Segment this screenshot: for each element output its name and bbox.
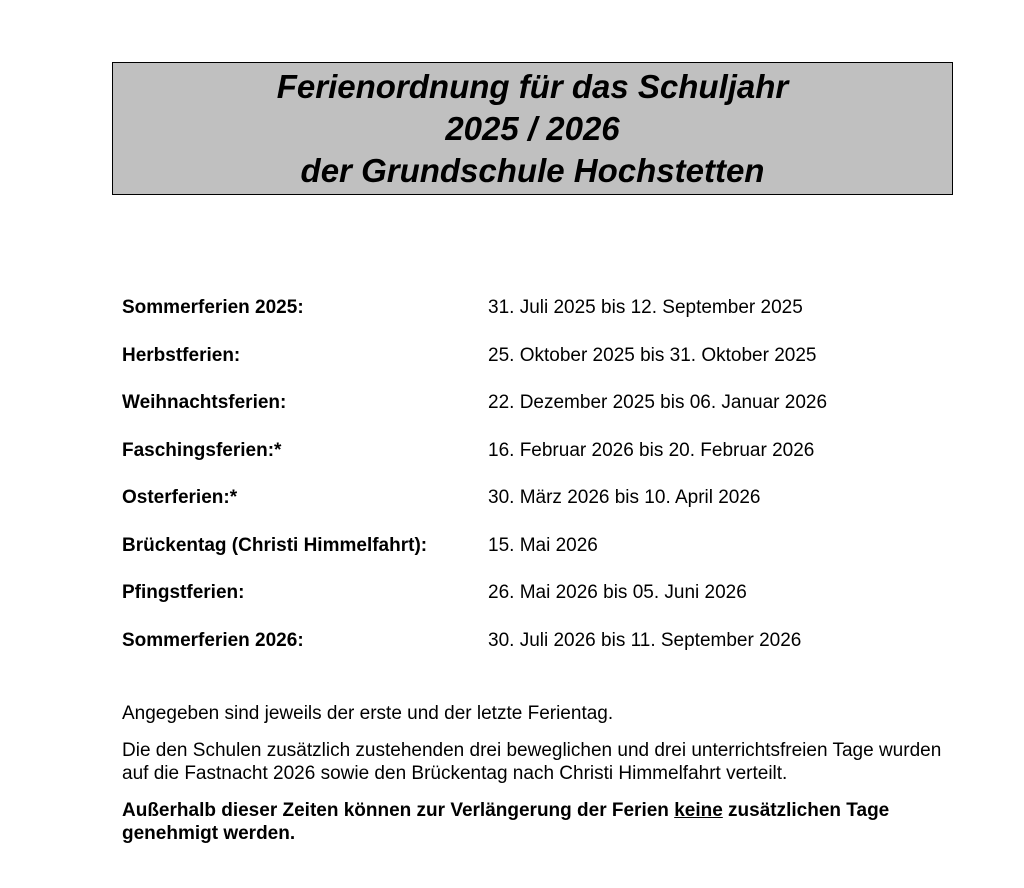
note-no-extensions xyxy=(122,799,962,845)
schedule-row-brueckentag xyxy=(122,533,942,581)
schedule-dates: 26. Mai 2026 bis 05. Juni 2026 xyxy=(488,582,747,603)
schedule-dates: 30. Juli 2026 bis 11. September 2026 xyxy=(488,629,802,651)
schedule-dates: 16. Februar 2026 bis 20. Februar 2026 xyxy=(488,439,815,461)
schedule-dates: 31. Juli 2025 bis 12. September 2025 xyxy=(488,297,803,318)
title-line-3: der Grundschule Hochstetten xyxy=(300,151,765,189)
schedule-dates: 22. Dezember 2025 bis 06. Januar 2026 xyxy=(488,392,828,413)
schedule-label: Osterferien:* xyxy=(122,487,238,508)
schedule-label: Brückentag (Christi Himmelfahrt): xyxy=(122,534,428,556)
schedule-label: Weihnachtsferien: xyxy=(122,392,287,413)
schedule-label: Sommerferien 2025: xyxy=(122,297,304,318)
schedule-row-osterferien xyxy=(122,485,942,533)
title-line-2: 2025 / 2026 xyxy=(445,109,620,147)
schedule-label: Faschingsferien:* xyxy=(122,439,282,461)
schedule-row-herbstferien xyxy=(122,343,942,391)
schedule-row-pfingstferien xyxy=(122,580,942,628)
schedule-label: Pfingstferien: xyxy=(122,582,245,603)
notes-section xyxy=(122,702,962,845)
schedule-row-sommerferien-2026 xyxy=(122,628,942,676)
schedule-label: Herbstferien: xyxy=(122,344,241,366)
schedule-row-weihnachtsferien xyxy=(122,390,942,438)
title-line-1: Ferienordnung für das Schuljahr xyxy=(276,67,789,105)
note-no-extensions-part2: zusätzlichen Tage genehmigt werden. xyxy=(122,800,890,844)
title-box xyxy=(112,62,953,195)
schedule-row-sommerferien-2025 xyxy=(122,295,942,343)
schedule-label: Sommerferien 2026: xyxy=(122,629,304,651)
note-no-extensions-part1: Außerhalb dieser Zeiten können zur Verlängerung der Ferien xyxy=(122,800,675,821)
holiday-schedule xyxy=(122,295,942,675)
schedule-dates: 30. März 2026 bis 10. April 2026 xyxy=(488,487,761,508)
note-first-last-day: Angegeben sind jeweils der erste und der letzte Ferientag. xyxy=(122,703,614,724)
note-no-extensions-emphasis: keine xyxy=(674,800,723,821)
note-additional-days: Die den Schulen zusätzlich zustehenden drei beweglichen und drei unterrichtsfreien Tage wurden auf die Fastnacht 2026 sowie den Brückentag nach Christi Himmelfahrt verteilt. xyxy=(122,740,942,784)
schedule-row-faschingsferien xyxy=(122,438,942,486)
schedule-dates: 25. Oktober 2025 bis 31. Oktober 2025 xyxy=(488,344,817,366)
schedule-dates: 15. Mai 2026 xyxy=(488,534,598,556)
